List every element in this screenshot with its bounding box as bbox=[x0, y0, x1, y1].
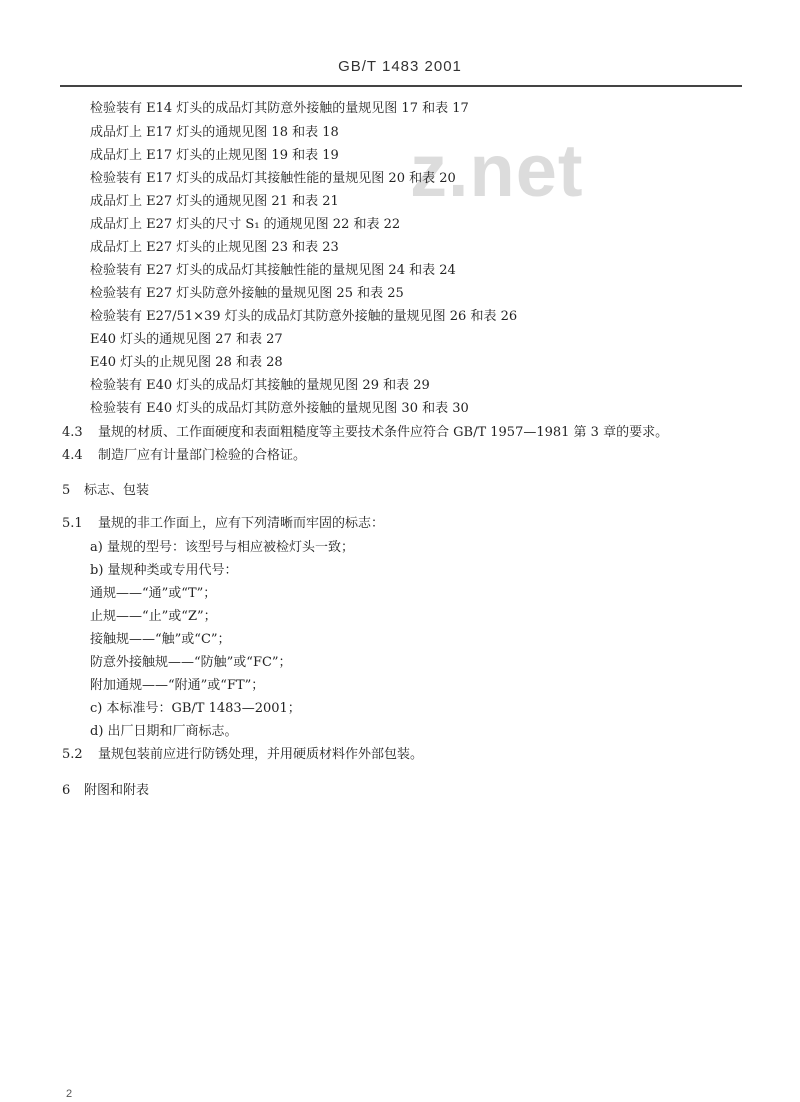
clause-4-4-number: 4.4 bbox=[62, 448, 83, 463]
page-number: 2 bbox=[66, 1088, 73, 1100]
figure-list-item: E40 灯头的通规见图 27 和表 27 bbox=[90, 332, 283, 347]
clause-4-3-number: 4.3 bbox=[62, 425, 83, 440]
figure-list-item: 检验装有 E27 灯头的成品灯其接触性能的量规见图 24 和表 24 bbox=[90, 263, 456, 278]
header-rule bbox=[60, 85, 742, 87]
figure-list-item: 成品灯上 E27 灯头的通规见图 21 和表 21 bbox=[90, 194, 339, 209]
marking-item-d: d) 出厂日期和厂商标志。 bbox=[90, 724, 238, 739]
figure-list-item: 检验装有 E14 灯头的成品灯其防意外接触的量规见图 17 和表 17 bbox=[90, 101, 469, 116]
marking-item-b: b) 量规种类或专用代号： bbox=[90, 563, 238, 578]
figure-list-item: 检验装有 E17 灯头的成品灯其接触性能的量规见图 20 和表 20 bbox=[90, 171, 456, 186]
gauge-code-contact: 接触规——“触”或“C”； bbox=[90, 632, 231, 647]
clause-5-1-number: 5.1 bbox=[62, 516, 83, 531]
clause-4-4-text: 制造厂应有计量部门检验的合格证。 bbox=[98, 448, 307, 463]
gauge-code-no-go: 止规——“止”或“Z”； bbox=[90, 609, 217, 624]
figure-list-item: 检验装有 E27/51×39 灯头的成品灯其防意外接触的量规见图 26 和表 26 bbox=[90, 309, 518, 324]
section-5-title: 标志、包装 bbox=[84, 483, 150, 498]
marking-item-a: a) 量规的型号：该型号与相应被检灯头一致； bbox=[90, 540, 354, 555]
gauge-code-go: 通规——“通”或“T”； bbox=[90, 586, 217, 601]
section-5-number: 5 bbox=[62, 483, 71, 498]
section-6-title: 附图和附表 bbox=[84, 783, 150, 798]
section-6-number: 6 bbox=[62, 783, 71, 798]
figure-list-item: 成品灯上 E17 灯头的通规见图 18 和表 18 bbox=[90, 125, 339, 140]
clause-5-2-text: 量规包装前应进行防锈处理，并用硬质材料作外部包装。 bbox=[98, 747, 424, 762]
watermark: z.net bbox=[410, 129, 584, 212]
gauge-code-additional-go: 附加通规——“附通”或“FT”； bbox=[90, 678, 265, 693]
page-header: GB/T 1483 2001 bbox=[338, 58, 462, 75]
figure-list-item: 成品灯上 E27 灯头的尺寸 S₁ 的通规见图 22 和表 22 bbox=[90, 217, 401, 232]
figure-list-item: 检验装有 E27 灯头防意外接触的量规见图 25 和表 25 bbox=[90, 286, 404, 301]
clause-4-3-text: 量规的材质、工作面硬度和表面粗糙度等主要技术条件应符合 GB/T 1957—1981 第 3 章的要求。 bbox=[98, 425, 669, 440]
figure-list-item: 检验装有 E40 灯头的成品灯其防意外接触的量规见图 30 和表 30 bbox=[90, 401, 469, 416]
clause-5-1-text: 量规的非工作面上，应有下列清晰而牢固的标志： bbox=[98, 516, 385, 531]
figure-list-item: E40 灯头的止规见图 28 和表 28 bbox=[90, 355, 283, 370]
clause-5-2-number: 5.2 bbox=[62, 747, 83, 762]
figure-list-item: 成品灯上 E17 灯头的止规见图 19 和表 19 bbox=[90, 148, 339, 163]
figure-list-item: 成品灯上 E27 灯头的止规见图 23 和表 23 bbox=[90, 240, 339, 255]
figure-list-item: 检验装有 E40 灯头的成品灯其接触的量规见图 29 和表 29 bbox=[90, 378, 430, 393]
marking-item-c: c) 本标准号：GB/T 1483—2001； bbox=[90, 701, 301, 716]
gauge-code-accidental-contact: 防意外接触规——“防触”或“FC”； bbox=[90, 655, 292, 670]
